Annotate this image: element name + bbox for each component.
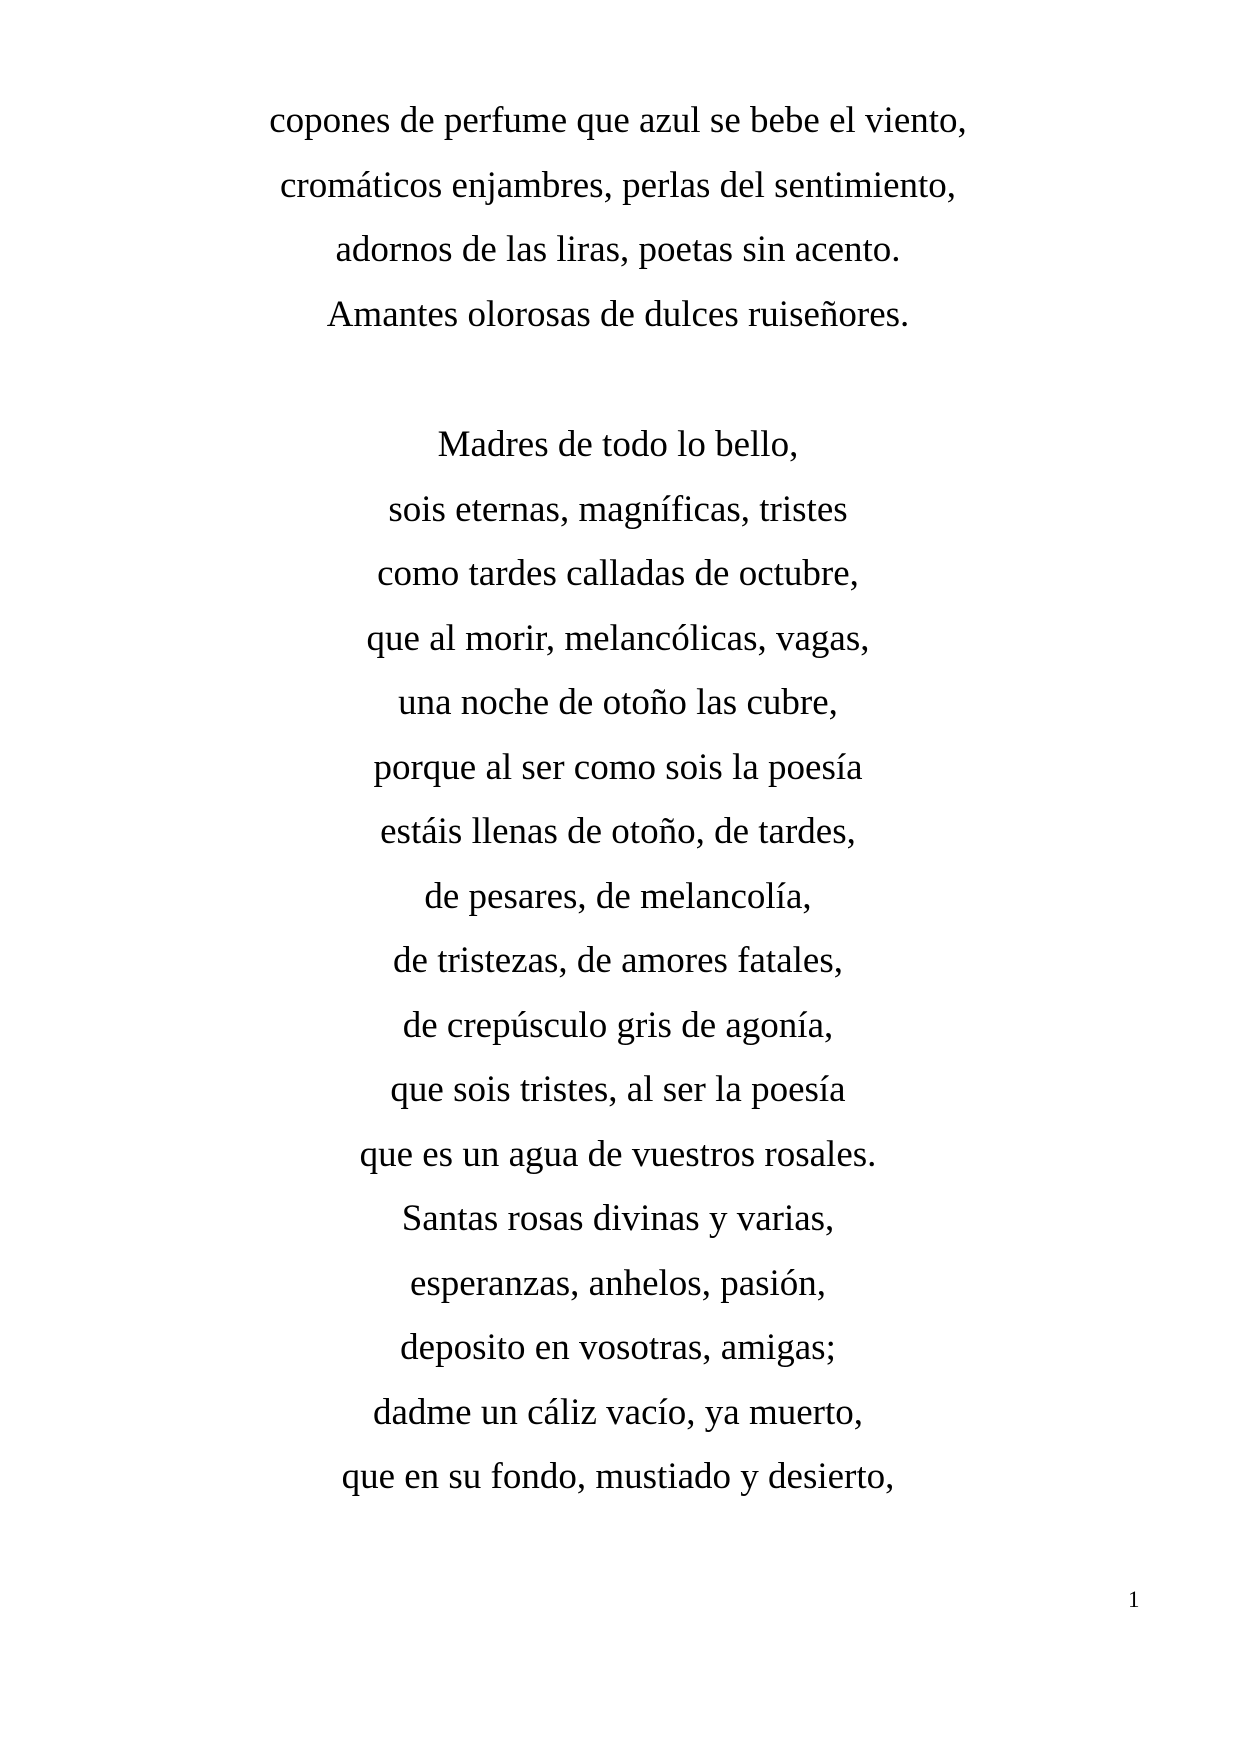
verse-line: esperanzas, anhelos, pasión, [409,1262,827,1304]
verse-line: de pesares, de melancolía, [424,875,812,917]
verse-line: estáis llenas de otoño, de tardes, [380,811,856,852]
verse-line: de tristezas, de amores fatales, [393,940,843,981]
verse-line: cromáticos enjambres, perlas del sentimiento, [279,164,957,206]
verse-line: dadme un cáliz vacío, ya muerto, [372,1391,864,1433]
page-number: 1 [1128,1587,1140,1612]
verse-line: adornos de las liras, poetas sin acento. [335,229,901,270]
verse-line: Madres de todo lo bello, [437,424,799,465]
verse-line: una noche de otoño las cubre, [398,682,838,723]
verse-line: como tardes calladas de octubre, [377,553,859,594]
verse-line: copones de perfume que azul se bebe el viento, [269,100,967,141]
verse-line: sois eternas, magníficas, tristes [388,488,848,530]
verse-line: deposito en vosotras, amigas; [400,1327,836,1368]
verse-line: Santas rosas divinas y varias, [401,1198,835,1239]
verse-line: de crepúsculo gris de agonía, [402,1004,834,1046]
verse-line: que al morir, melancólicas, vagas, [366,617,870,659]
stanza-1 [0,89,1242,347]
verse-line: que en su fondo, mustiado y desierto, [341,1456,895,1497]
verse-line: porque al ser como sois la poesía [373,746,863,788]
stanza-2 [0,413,1242,1510]
verse-line: que es un agua de vuestros rosales. [359,1133,877,1175]
verse-line: Amantes olorosas de dulces ruiseñores. [326,293,910,335]
verse-line: que sois tristes, al ser la poesía [390,1069,846,1110]
